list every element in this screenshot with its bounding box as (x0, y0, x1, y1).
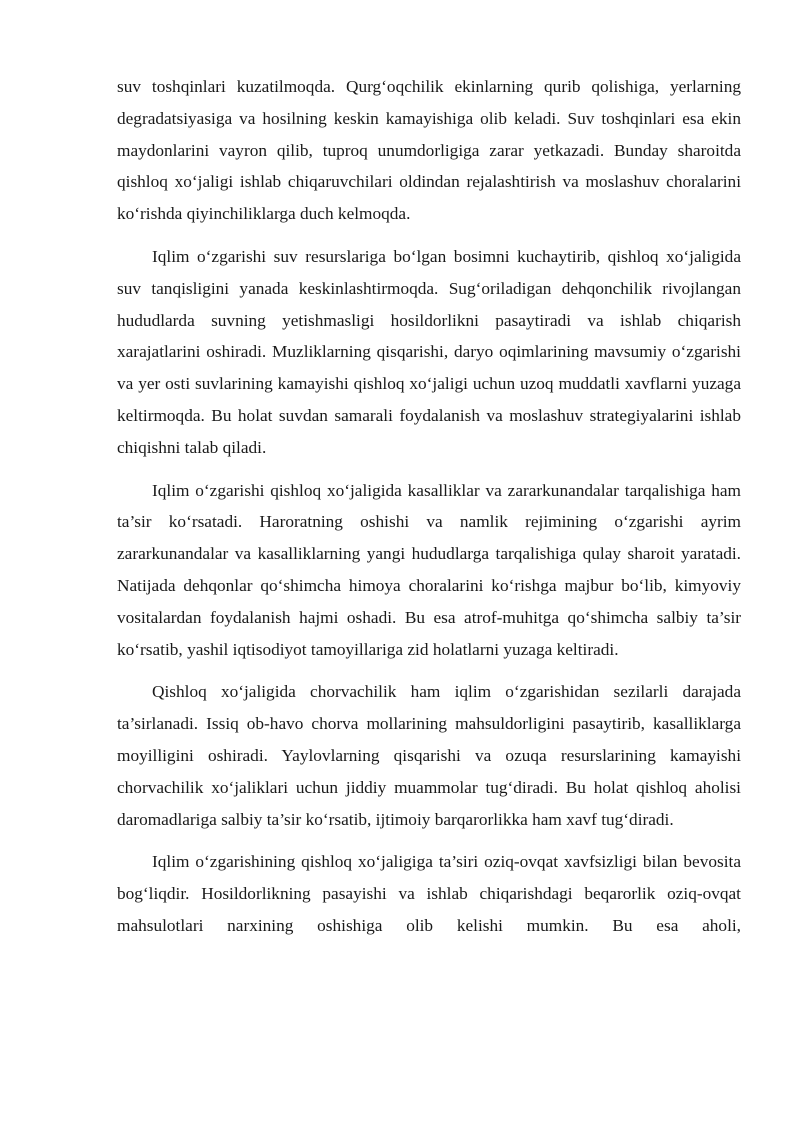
paragraph-1: suv toshqinlari kuzatilmoqda. Qurg‘oqchilik ekinlarning qurib qolishiga, yerlarning degradatsiyasiga va hosilning keskin kamayishiga olib keladi. Suv toshqinlari esa ekin maydonlarini vayron qilib, tuproq unumdorligiga zarar yetkazadi. Bunday sharoitda qishloq xo‘jaligi ishlab chiqaruvchilari oldindan rejalashtirish va moslashuv choralarini ko‘rishda qiyinchiliklarga duch kelmoqda. (117, 77, 741, 224)
paragraph-2: Iqlim o‘zgarishi suv resurslariga bo‘lgan bosimni kuchaytirib, qishloq xo‘jaligida suv tanqisligini yanada keskinlashtirmoqda. Sug‘oriladigan dehqonchilik rivojlangan hududlarda suvning yetishmasligi hosildorlikni pasaytiradi va ishlab chiqarish xarajatlarini oshiradi. Muzliklarning qisqarishi, daryo oqimlarining mavsumiy o‘zgarishi va yer osti suvlarining kamayishi qishloq xo‘jaligi uchun uzoq muddatli xavflarni yuzaga keltirmoqda. Bu holat suvdan samarali foydalanish va moslashuv strategiyalarini ishlab chiqishni talab qiladi. (117, 246, 741, 457)
paragraph-5: Iqlim o‘zgarishining qishloq xo‘jaligiga ta’siri oziq-ovqat xavfsizligi bilan bevosita bog‘liqdir. Hosildorlikning pasayishi va ishlab chiqarishdagi beqarorlik oziq-ovqat mahsulotlari narxining oshishiga olib kelishi mumkin. Bu esa aholi, (117, 852, 741, 935)
document-page (117, 71, 741, 953)
paragraph-4: Qishloq xo‘jaligida chorvachilik ham iqlim o‘zgarishidan sezilarli darajada ta’sirlanadi. Issiq ob-havo chorva mollarining mahsuldorligini pasaytirib, kasalliklarga moyilligini oshiradi. Yaylovlarning qisqarishi va ozuqa resurslarining kamayishi chorvachilik xo‘jaliklari uchun jiddiy muammolar tug‘diradi. Bu holat qishloq aholisi daromadlariga salbiy ta’sir ko‘rsatib, ijtimoiy barqarorlikka ham xavf tug‘diradi. (117, 682, 741, 829)
paragraph-3: Iqlim o‘zgarishi qishloq xo‘jaligida kasalliklar va zararkunandalar tarqalishiga ham ta’sir ko‘rsatadi. Haroratning oshishi va namlik rejimining o‘zgarishi ayrim zararkunandalar va kasalliklarning yangi hududlarga tarqalishiga qulay sharoit yaratadi. Natijada dehqonlar qo‘shimcha himoya choralarini ko‘rishga majbur bo‘lib, kimyoviy vositalardan foydalanish hajmi oshadi. Bu esa atrof-muhitga qo‘shimcha salbiy ta’sir ko‘rsatib, yashil iqtisodiyot tamoyillariga zid holatlarni yuzaga keltiradi. (117, 480, 741, 659)
